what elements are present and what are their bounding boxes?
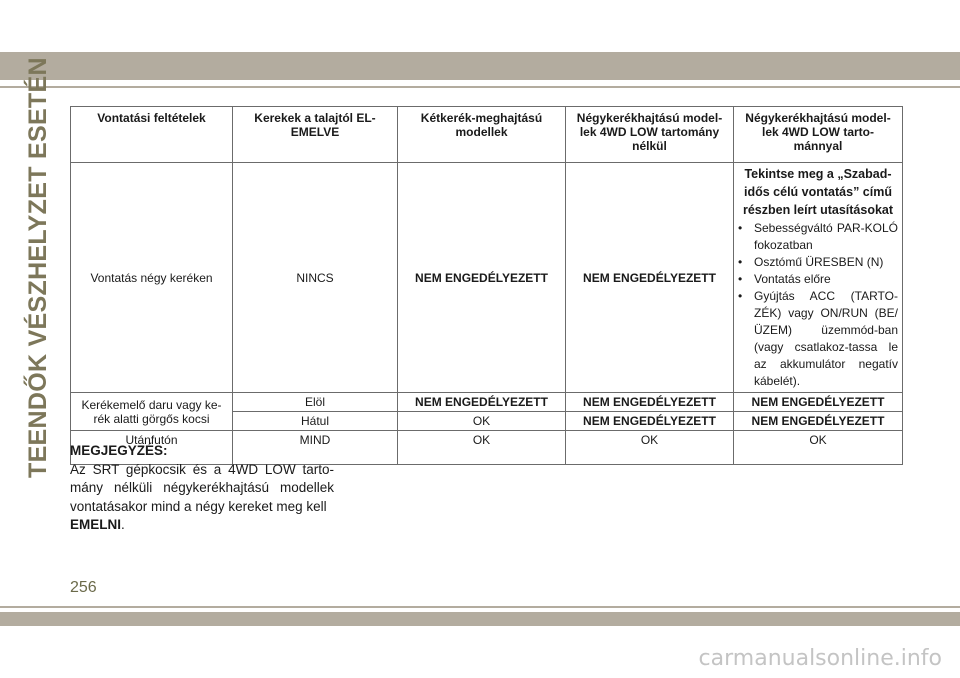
- note-text: Az SRT gépkocsik és a 4WD LOW tarto-mány nélküli négykerékhajtású modellek vontatásakor mind a négy kereket meg kell: [70, 461, 334, 514]
- towing-table: [70, 106, 903, 465]
- table-row: [71, 163, 903, 393]
- instructions-heading: Tekintse meg a „Szabad-idős célú vontatás” című részben leírt utasításokat: [742, 167, 894, 217]
- list-item: • Gyújtás ACC (TARTO-ZÉK) vagy ON/RUN (BE/ÜZEM) üzemmód-ban (vagy csatlakoz-tassa le az akkumulátor negatív kábelét).: [738, 288, 898, 390]
- table-cell: OK: [398, 412, 566, 431]
- table-cell: OK: [734, 431, 903, 465]
- table-header-row: [71, 107, 903, 163]
- table-cell: NEM ENGEDÉLYEZETT: [398, 393, 566, 412]
- table-cell: NEM ENGEDÉLYEZETT: [398, 163, 566, 393]
- table-cell: Vontatás négy keréken: [71, 163, 233, 393]
- recreational-towing-cell: [734, 163, 903, 393]
- note-block: [70, 442, 334, 535]
- table-cell: NEM ENGEDÉLYEZETT: [734, 393, 903, 412]
- table-cell: Kerékemelő daru vagy ke-rék alatti görgős kocsi: [71, 393, 233, 431]
- list-item: • Osztómű ÜRESBEN (N): [738, 254, 898, 271]
- page-number: 256: [70, 579, 97, 596]
- table-cell: Utánfutón: [71, 431, 233, 465]
- table-cell: Elöl: [233, 393, 398, 412]
- list-item: • Vontatás előre: [738, 271, 898, 288]
- table-cell: MIND: [233, 431, 398, 465]
- list-item: • Sebességváltó PAR-KOLÓ fokozatban: [738, 220, 898, 254]
- table-cell: OK: [566, 431, 734, 465]
- header-cell: Vontatási feltételek: [71, 107, 233, 163]
- header-cell: Kétkerék-meghajtású modellek: [398, 107, 566, 163]
- instructions-list: [738, 220, 898, 390]
- note-title: MEGJEGYZÉS:: [70, 443, 168, 458]
- table-cell: Hátul: [233, 412, 398, 431]
- note-end: .: [121, 517, 125, 533]
- footer-rule: [0, 606, 960, 608]
- table-cell: OK: [398, 431, 566, 465]
- table-cell: NEM ENGEDÉLYEZETT: [566, 412, 734, 431]
- header-cell: Négykerékhajtású model-lek 4WD LOW tarto-mánnyal: [734, 107, 903, 163]
- table-cell: NINCS: [233, 163, 398, 393]
- header-rule: [0, 86, 960, 88]
- section-title: TEENDŐK VÉSZHELYZET ESETÉN: [24, 57, 52, 478]
- table-row: [71, 393, 903, 412]
- table-cell: NEM ENGEDÉLYEZETT: [734, 412, 903, 431]
- footer-band: [0, 612, 960, 626]
- table-cell: NEM ENGEDÉLYEZETT: [566, 163, 734, 393]
- note-emphasis: EMELNI: [70, 517, 122, 533]
- watermark: carmanualsonline.info: [698, 646, 942, 671]
- header-cell: Kerekek a talajtól EL-EMELVE: [233, 107, 398, 163]
- header-cell: Négykerékhajtású model-lek 4WD LOW tartomány nélkül: [566, 107, 734, 163]
- header-band: [0, 52, 960, 80]
- table-cell: NEM ENGEDÉLYEZETT: [566, 393, 734, 412]
